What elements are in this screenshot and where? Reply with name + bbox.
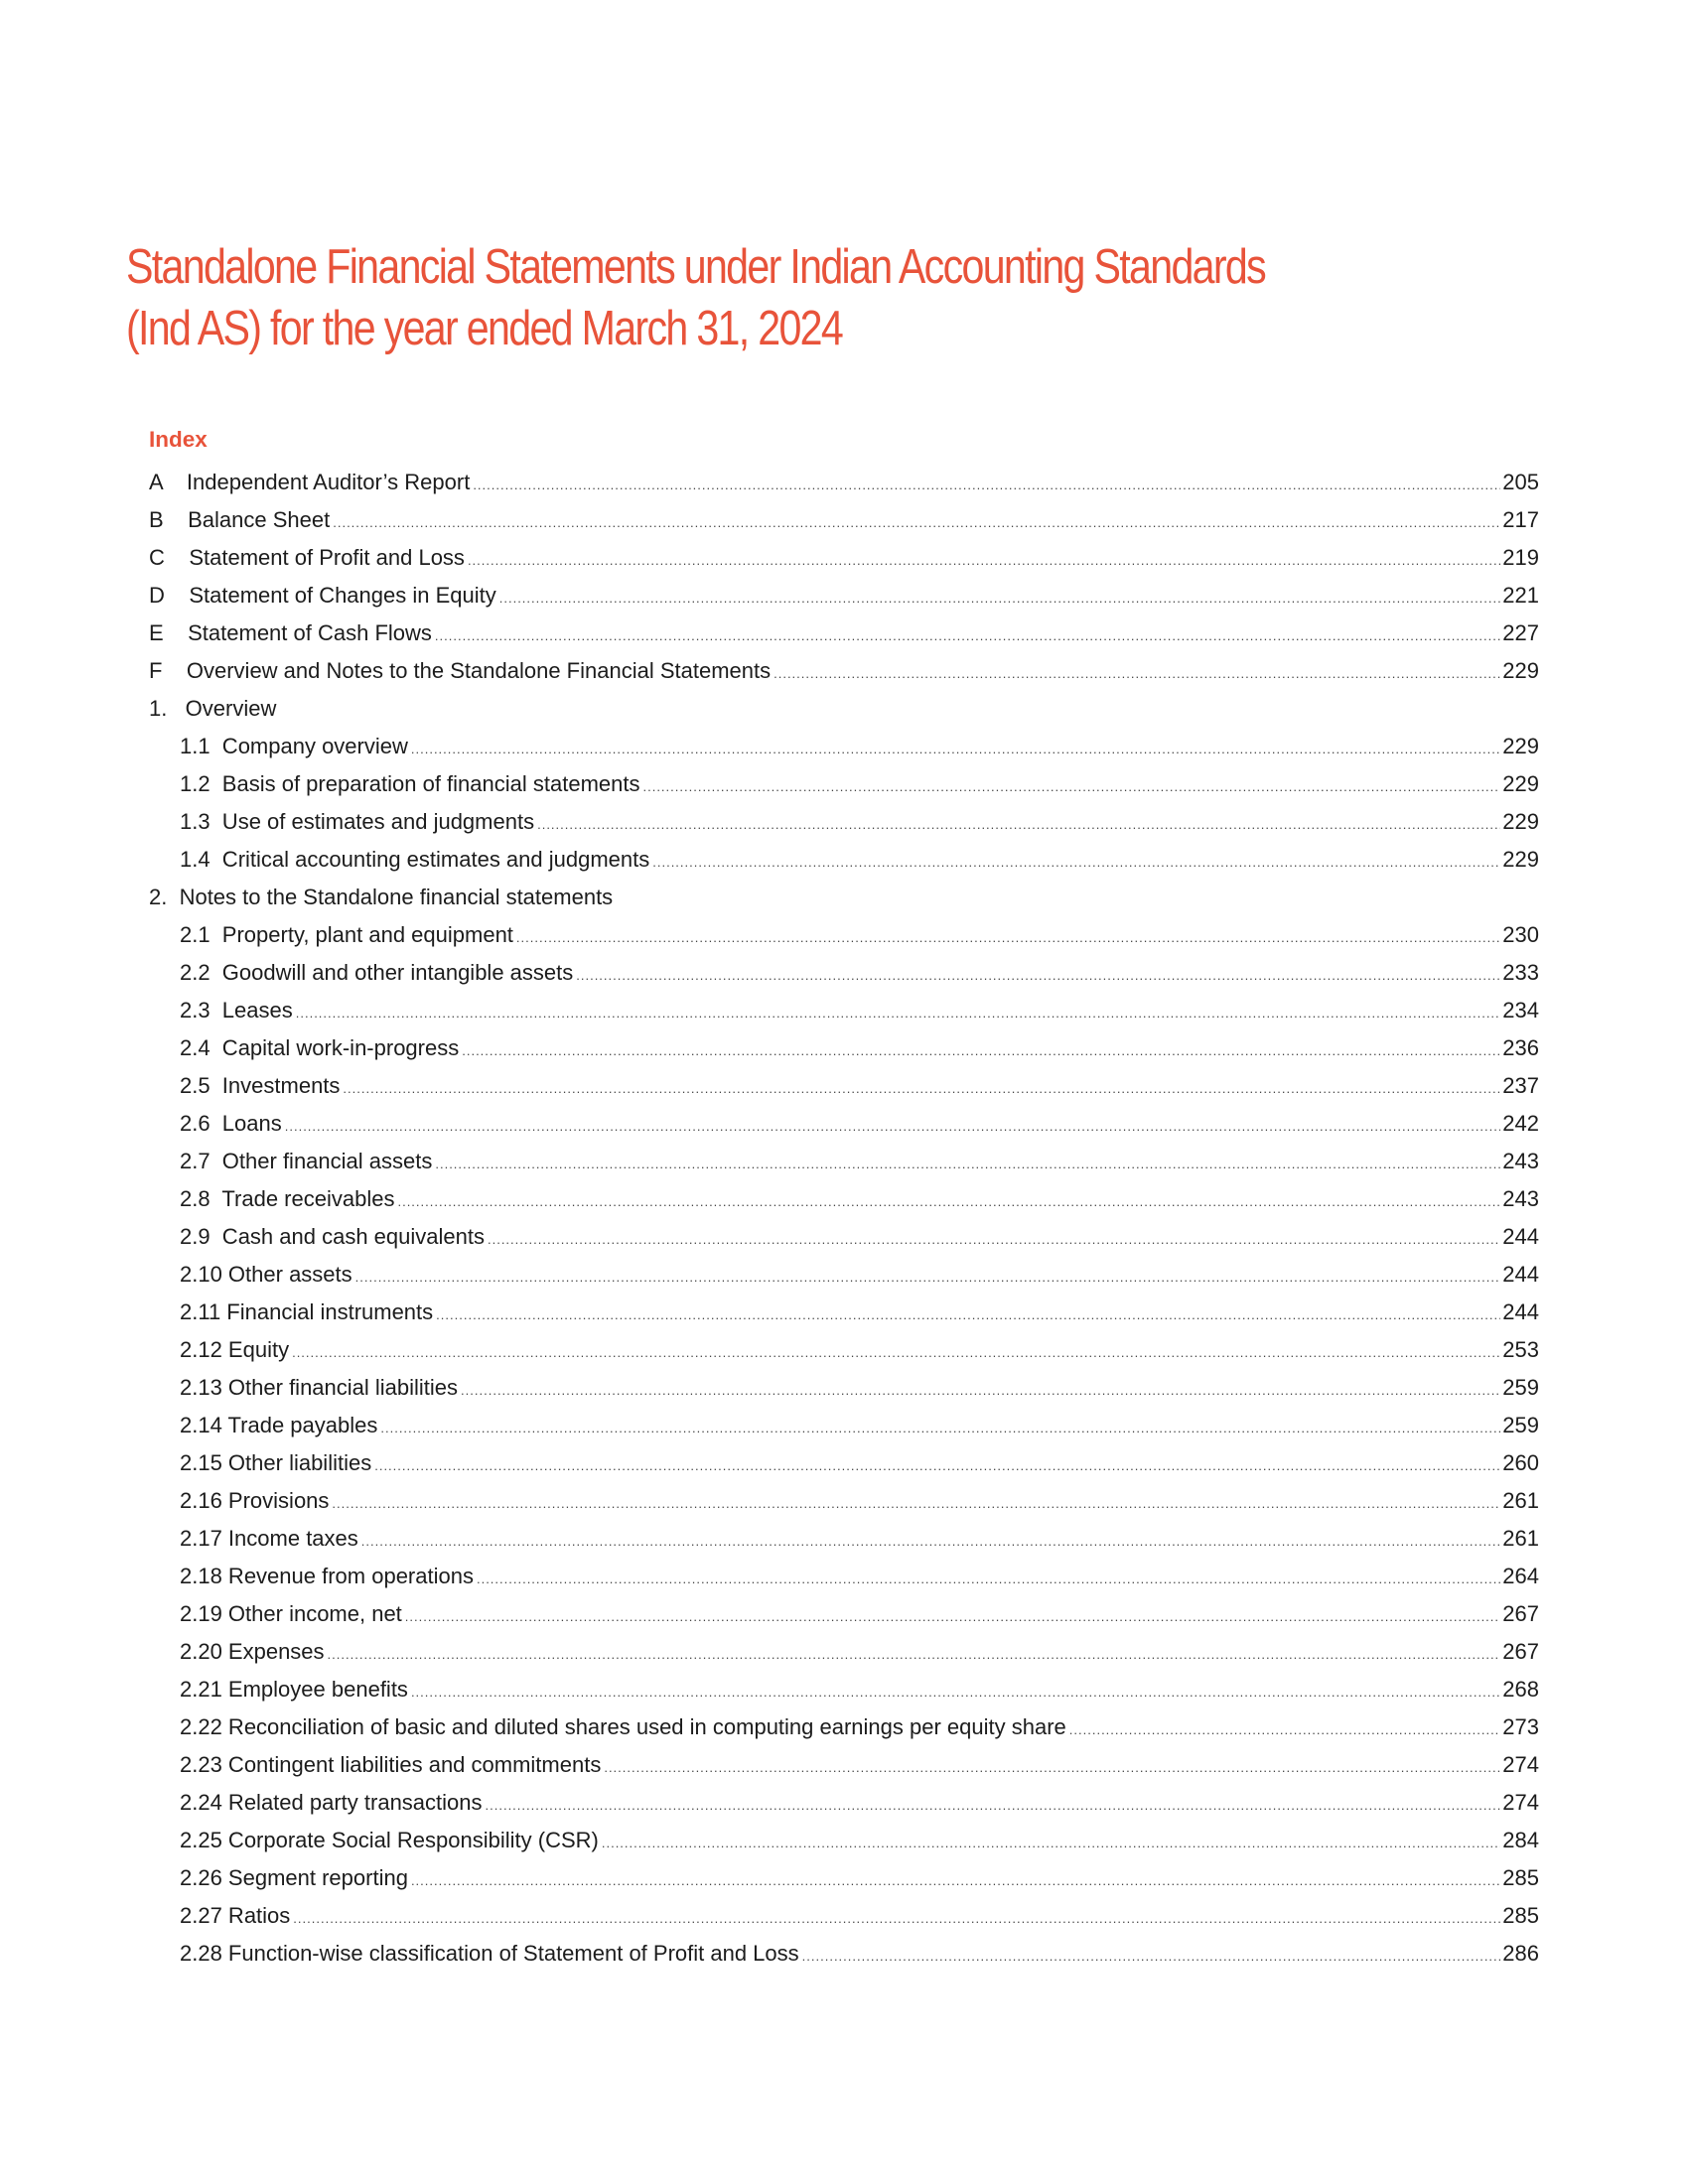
toc-entry-page-number: 253 <box>1502 1337 1539 1362</box>
toc-entry-page-number: 259 <box>1502 1413 1539 1437</box>
toc-entry-page-number: 244 <box>1502 1299 1539 1324</box>
toc-entry-page-number: 264 <box>1502 1564 1539 1588</box>
toc-entry-label: 2.13 Other financial liabilities <box>180 1375 459 1400</box>
toc-entry-label: 1.3 Use of estimates and judgments <box>180 809 535 834</box>
toc-entry[interactable] <box>149 1708 1539 1746</box>
toc-entry-page-number: 229 <box>1502 847 1539 872</box>
dot-leader <box>516 919 1500 957</box>
dot-leader <box>285 1108 1501 1146</box>
dot-leader <box>411 1674 1500 1711</box>
toc-entry[interactable] <box>149 1067 1539 1105</box>
dot-leader <box>642 768 1500 806</box>
dot-leader <box>333 504 1500 542</box>
toc-entry-label: 1.2 Basis of preparation of financial statements <box>180 771 640 796</box>
toc-entry-label: 2.21 Employee benefits <box>180 1677 408 1702</box>
toc-entry[interactable] <box>149 577 1539 614</box>
dot-leader <box>296 995 1501 1032</box>
dot-leader <box>435 1146 1500 1183</box>
toc-entry[interactable] <box>149 954 1539 992</box>
toc-entry-label: E Statement of Cash Flows <box>149 620 432 645</box>
toc-entry-page-number: 274 <box>1502 1752 1539 1777</box>
toc-entry[interactable] <box>149 464 1539 501</box>
dot-leader <box>380 1410 1500 1447</box>
toc-entry[interactable] <box>149 1859 1539 1897</box>
toc-entry[interactable] <box>149 1218 1539 1256</box>
toc-entry-label: 2. Notes to the Standalone financial statements <box>149 885 614 909</box>
table-of-contents <box>149 426 1539 1973</box>
toc-entry-page-number: 273 <box>1502 1714 1539 1739</box>
toc-entry-page-number: 268 <box>1502 1677 1539 1702</box>
dot-leader <box>411 1862 1500 1900</box>
toc-entry-page-number: 237 <box>1502 1073 1539 1098</box>
toc-entry-page-number: 205 <box>1502 470 1539 494</box>
dot-leader <box>537 806 1500 844</box>
toc-entry-page-number: 221 <box>1502 583 1539 608</box>
dot-leader <box>461 1372 1500 1410</box>
toc-entry-page-number: 243 <box>1502 1186 1539 1211</box>
toc-entry-label: 2.1 Property, plant and equipment <box>180 922 513 947</box>
toc-entry-page-number: 261 <box>1502 1526 1539 1551</box>
toc-section-heading <box>149 690 1539 728</box>
toc-entry[interactable] <box>149 614 1539 652</box>
toc-entry-label: 2.12 Equity <box>180 1337 290 1362</box>
toc-entry-label: 2.18 Revenue from operations <box>180 1564 474 1588</box>
toc-entries <box>149 464 1539 1973</box>
toc-entry-label: 2.15 Other liabilities <box>180 1450 372 1475</box>
toc-entry-label: 1.4 Critical accounting estimates and judgments <box>180 847 650 872</box>
toc-entry[interactable] <box>149 1105 1539 1143</box>
toc-entry[interactable] <box>149 1180 1539 1218</box>
toc-entry-label: 2.10 Other assets <box>180 1262 352 1287</box>
dot-leader <box>486 1787 1501 1825</box>
dot-leader <box>436 1297 1500 1334</box>
dot-leader <box>802 1938 1501 1976</box>
toc-entry-page-number: 267 <box>1502 1639 1539 1664</box>
toc-entry-label: 2.20 Expenses <box>180 1639 325 1664</box>
toc-entry-label: 2.9 Cash and cash equivalents <box>180 1224 485 1249</box>
toc-entry-label: 1. Overview <box>149 696 277 721</box>
toc-entry-page-number: 244 <box>1502 1262 1539 1287</box>
dot-leader <box>477 1561 1500 1598</box>
toc-entry-label: 2.16 Provisions <box>180 1488 330 1513</box>
toc-entry-label: 2.11 Financial instruments <box>180 1299 434 1324</box>
dot-leader <box>397 1183 1500 1221</box>
toc-entry-label: 2.17 Income taxes <box>180 1526 358 1551</box>
toc-entry-page-number: 229 <box>1502 809 1539 834</box>
dot-leader <box>328 1636 1501 1674</box>
toc-entry-label: 2.6 Loans <box>180 1111 282 1136</box>
toc-entry-page-number: 219 <box>1502 545 1539 570</box>
dot-leader <box>602 1825 1500 1862</box>
dot-leader <box>293 1900 1500 1938</box>
dot-leader <box>355 1259 1501 1297</box>
toc-entry-page-number: 227 <box>1502 620 1539 645</box>
dot-leader <box>1069 1711 1501 1749</box>
toc-entry[interactable] <box>149 1029 1539 1067</box>
dot-leader <box>499 580 1501 617</box>
toc-entry[interactable] <box>149 652 1539 690</box>
toc-entry-page-number: 217 <box>1502 507 1539 532</box>
toc-entry[interactable] <box>149 1746 1539 1784</box>
toc-entry-label: 2.4 Capital work-in-progress <box>180 1035 460 1060</box>
toc-section-heading <box>149 879 1539 916</box>
toc-entry-label: C Statement of Profit and Loss <box>149 545 465 570</box>
toc-entry-label: D Statement of Changes in Equity <box>149 583 496 608</box>
dot-leader <box>343 1070 1500 1108</box>
toc-entry-page-number: 284 <box>1502 1828 1539 1852</box>
toc-entry-label: 2.28 Function-wise classification of Statement of Profit and Loss <box>180 1941 799 1966</box>
toc-entry[interactable] <box>149 728 1539 765</box>
toc-entry[interactable] <box>149 1482 1539 1520</box>
toc-entry[interactable] <box>149 1935 1539 1973</box>
dot-leader <box>774 655 1500 693</box>
toc-entry[interactable] <box>149 841 1539 879</box>
toc-entry-label: 2.25 Corporate Social Responsibility (CSR) <box>180 1828 599 1852</box>
dot-leader <box>405 1598 1500 1636</box>
toc-entry-page-number: 274 <box>1502 1790 1539 1815</box>
toc-entry[interactable] <box>149 501 1539 539</box>
toc-entry[interactable] <box>149 1143 1539 1180</box>
toc-entry[interactable] <box>149 1331 1539 1369</box>
toc-entry-label: 2.19 Other income, net <box>180 1601 402 1626</box>
dot-leader <box>488 1221 1500 1259</box>
toc-entry-label: 2.8 Trade receivables <box>180 1186 395 1211</box>
toc-entry-label: 2.24 Related party transactions <box>180 1790 483 1815</box>
toc-entry-page-number: 243 <box>1502 1149 1539 1173</box>
toc-entry-page-number: 259 <box>1502 1375 1539 1400</box>
toc-entry-page-number: 230 <box>1502 922 1539 947</box>
toc-entry[interactable] <box>149 1369 1539 1407</box>
toc-entry-page-number: 285 <box>1502 1903 1539 1928</box>
toc-entry[interactable] <box>149 1520 1539 1558</box>
toc-entry[interactable] <box>149 539 1539 577</box>
dot-leader <box>435 617 1500 655</box>
toc-entry-label: 2.14 Trade payables <box>180 1413 378 1437</box>
toc-entry-page-number: 286 <box>1502 1941 1539 1966</box>
toc-entry-page-number: 229 <box>1502 658 1539 683</box>
toc-entry-page-number: 244 <box>1502 1224 1539 1249</box>
toc-entry-label: 2.5 Investments <box>180 1073 341 1098</box>
toc-entry[interactable] <box>149 1897 1539 1935</box>
toc-entry[interactable] <box>149 992 1539 1029</box>
dot-leader <box>473 467 1500 504</box>
dot-leader <box>411 731 1500 768</box>
toc-entry-page-number: 261 <box>1502 1488 1539 1513</box>
toc-entry[interactable] <box>149 765 1539 803</box>
toc-entry[interactable] <box>149 803 1539 841</box>
toc-entry[interactable] <box>149 1444 1539 1482</box>
toc-entry-page-number: 234 <box>1502 998 1539 1023</box>
toc-entry[interactable] <box>149 1294 1539 1331</box>
dot-leader <box>374 1447 1500 1485</box>
index-heading: Index <box>149 427 208 452</box>
document-title: Standalone Financial Statements under Indian Accounting Standards (Ind AS) for the year ended March 31, 2024 <box>126 240 1266 355</box>
toc-entry-page-number: 233 <box>1502 960 1539 985</box>
toc-entry-label: B Balance Sheet <box>149 507 331 532</box>
dot-leader <box>652 844 1500 882</box>
toc-entry[interactable] <box>149 1671 1539 1708</box>
dot-leader <box>332 1485 1500 1523</box>
toc-entry[interactable] <box>149 1256 1539 1294</box>
toc-entry-page-number: 236 <box>1502 1035 1539 1060</box>
toc-entry-label: 2.7 Other financial assets <box>180 1149 433 1173</box>
toc-entry-page-number: 242 <box>1502 1111 1539 1136</box>
toc-entry-page-number: 229 <box>1502 734 1539 758</box>
toc-entry-label: 2.2 Goodwill and other intangible assets <box>180 960 574 985</box>
toc-entry-label: 2.26 Segment reporting <box>180 1865 408 1890</box>
toc-entry-label: 2.23 Contingent liabilities and commitments <box>180 1752 602 1777</box>
toc-entry[interactable] <box>149 1822 1539 1859</box>
toc-entry[interactable] <box>149 1784 1539 1822</box>
dot-leader <box>292 1334 1500 1372</box>
toc-entry[interactable] <box>149 1407 1539 1444</box>
toc-entry-page-number: 285 <box>1502 1865 1539 1890</box>
toc-entry-page-number: 260 <box>1502 1450 1539 1475</box>
dot-leader <box>361 1523 1501 1561</box>
toc-entry-label: F Overview and Notes to the Standalone Financial Statements <box>149 658 772 683</box>
toc-entry[interactable] <box>149 1633 1539 1671</box>
toc-entry-label: 2.27 Ratios <box>180 1903 291 1928</box>
toc-entry[interactable] <box>149 1595 1539 1633</box>
toc-entry-label: 1.1 Company overview <box>180 734 408 758</box>
toc-entry-label: A Independent Auditor’s Report <box>149 470 471 494</box>
dot-leader <box>468 542 1500 580</box>
dot-leader <box>462 1032 1500 1070</box>
toc-entry-label: 2.3 Leases <box>180 998 293 1023</box>
dot-leader <box>604 1749 1500 1787</box>
toc-entry-label: 2.22 Reconciliation of basic and diluted shares used in computing earnings per equity share <box>180 1714 1066 1739</box>
toc-entry[interactable] <box>149 916 1539 954</box>
dot-leader <box>576 957 1500 995</box>
toc-entry[interactable] <box>149 1558 1539 1595</box>
toc-entry-page-number: 229 <box>1502 771 1539 796</box>
toc-entry-page-number: 267 <box>1502 1601 1539 1626</box>
